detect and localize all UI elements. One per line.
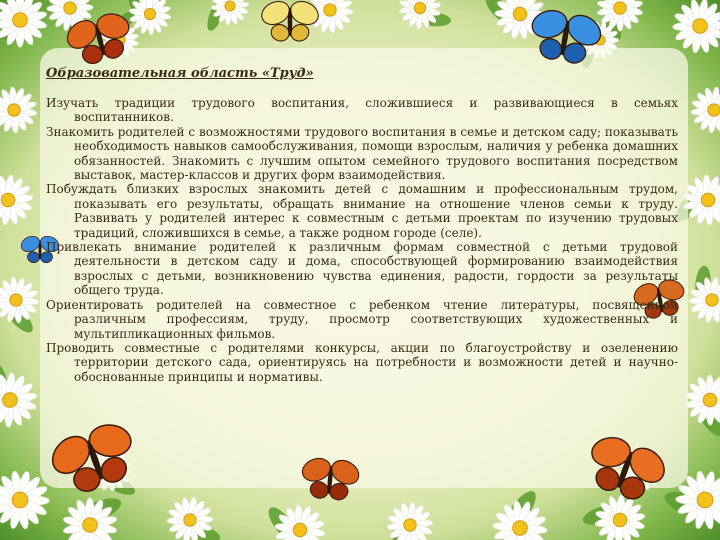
- paragraph-acquaint-parents: Знакомить родителей с возможностями трудового воспитания в семье и детском саду; показывать необходимость навыков самообслуживания, помощи взрослым, наличия у ребенка домашних обязанностей. Знакомить с лучшим опытом семейного трудового воспитания посредством выставок, мастер-классов и других форм взаимодействия.: [46, 124, 678, 183]
- slide-title: Образовательная область «Труд»: [46, 66, 314, 81]
- paragraph-encourage-adults: Побуждать близких взрослых знакомить детей с домашним и профессиональным трудом, показывать его результаты, обращать внимание на отношение членов семьи к труду. Развивать у родителей интерес к совместным с детьми проектам по изучению трудовых традиций, сложившихся в семье, а также родном городе (селе).: [46, 182, 678, 240]
- paragraph-traditions: Изучать традиции трудового воспитания, сложившиеся и развивающиеся в семьях воспитанников.: [46, 96, 678, 125]
- paragraph-reading: Ориентировать родителей на совместное с ребенком чтение литературы, посвященной различным профессиям, труду, просмотр соответствующих художественных и мультипликационных фильмов.: [46, 297, 678, 341]
- red-butterfly: [39, 410, 149, 505]
- orange-butterfly: [58, 4, 140, 72]
- yellow-butterfly: [258, 0, 322, 43]
- slide-content: [46, 66, 678, 384]
- red-butterfly: [296, 452, 364, 504]
- paragraph-contests: Проводить совместные с родителями конкурсы, акции по благоустройству и озеленению территории детского сада, ориентируясь на потребности и возможности детей и научно-обоснованные принципы и нормативы.: [46, 340, 678, 384]
- red-butterfly: [575, 424, 676, 511]
- blue-butterfly: [522, 1, 609, 70]
- paragraph-attract-attention: Привлекать внимание родителей к различным формам совместной с детьми трудовой деятельности в детском саду и дома, способствующей формированию взаимодействия взрослых с детьми, возникновению чувства единения, радости, гордости за результаты общего труда.: [46, 240, 678, 298]
